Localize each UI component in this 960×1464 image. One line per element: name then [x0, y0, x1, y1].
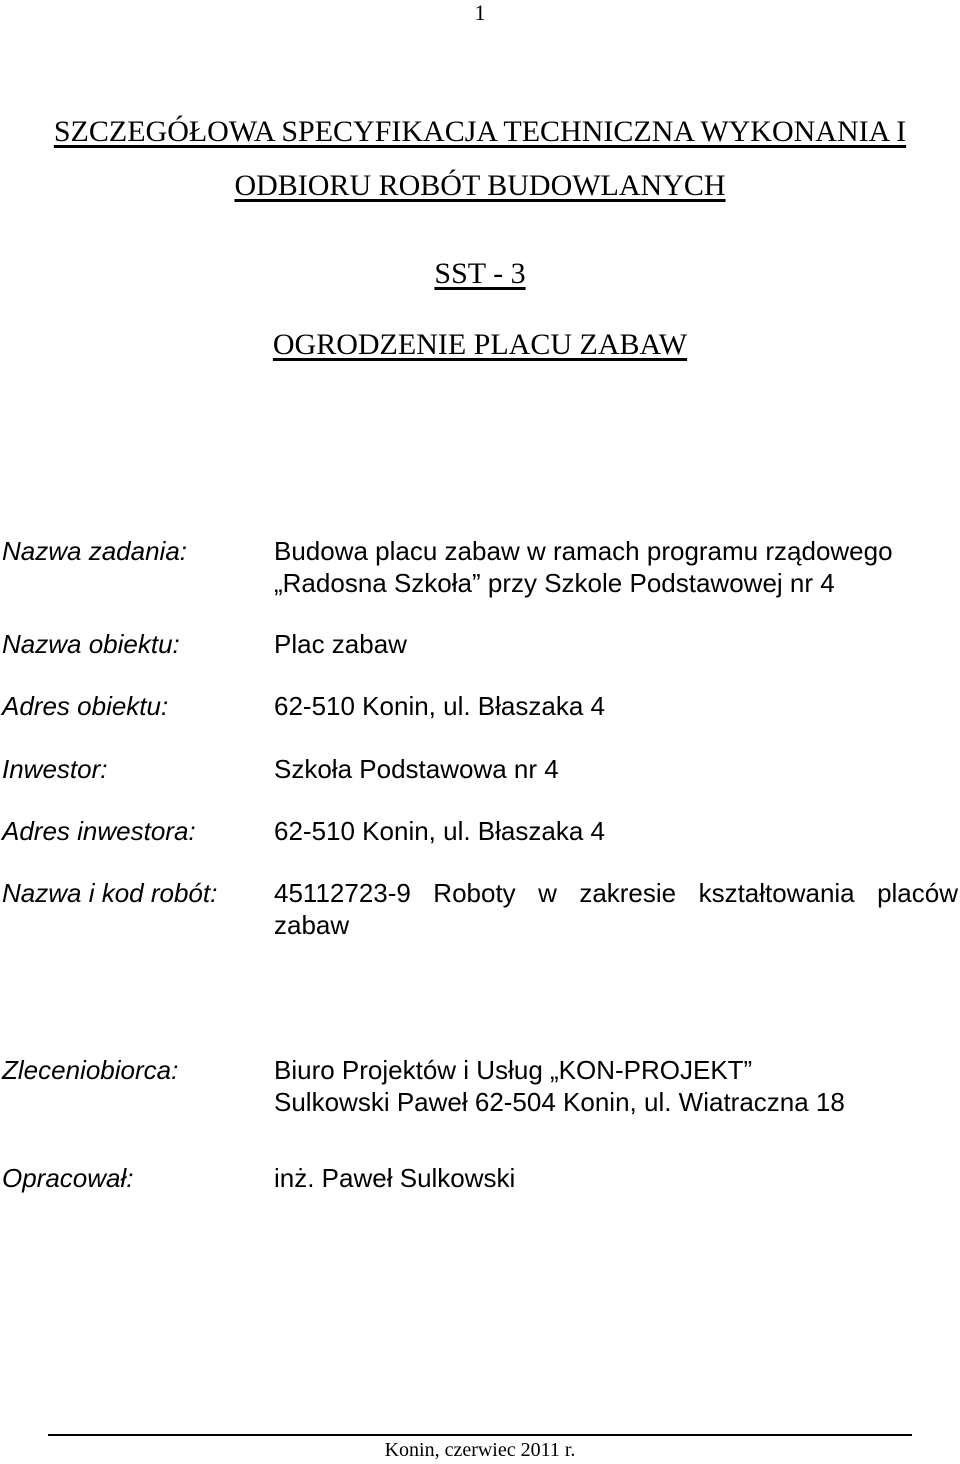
field-value-line-1: inż. Paweł Sulkowski	[274, 1163, 516, 1193]
field-value	[274, 1054, 958, 1118]
specification-code-text: SST - 3	[434, 257, 526, 290]
field-label: Adres inwestora:	[2, 816, 196, 846]
field-label: Nazwa i kod robót:	[2, 878, 218, 908]
field-value-line-1: Budowa placu zabaw w ramach programu rządowego	[274, 536, 893, 566]
field-label: Zleceniobiorca:	[2, 1055, 179, 1085]
field-value	[274, 1162, 958, 1194]
footer-divider	[48, 1434, 912, 1436]
field-value-word: kształtowania	[698, 878, 855, 908]
field-value-line-1: 62-510 Konin, ul. Błaszaka 4	[274, 816, 605, 846]
specification-code	[0, 257, 960, 291]
page-number: 1	[474, 0, 486, 25]
field-value	[274, 535, 958, 599]
document-title-line-2-text: ODBIORU ROBÓT BUDOWLANYCH	[234, 169, 726, 202]
field-value	[274, 628, 958, 660]
field-label: Inwestor:	[2, 754, 108, 784]
document-title-line-1-text: SZCZEGÓŁOWA SPECYFIKACJA TECHNICZNA WYKONANIA I	[53, 115, 907, 148]
field-value-line-1: Szkoła Podstawowa nr 4	[274, 754, 559, 784]
field-value	[274, 877, 958, 941]
field-label: Nazwa zadania:	[2, 536, 187, 566]
field-value-line-1: 62-510 Konin, ul. Błaszaka 4	[274, 691, 605, 721]
field-label: Opracował:	[2, 1163, 134, 1193]
field-value	[274, 753, 958, 785]
field-value-line-1: Biuro Projektów i Usług „KON-PROJEKT”	[274, 1055, 753, 1085]
specification-subject	[0, 328, 960, 362]
field-value-line-2: „Radosna Szkoła” przy Szkole Podstawowej nr 4	[274, 568, 835, 598]
field-value-line-2: Sulkowski Paweł 62-504 Konin, ul. Wiatraczna 18	[274, 1087, 845, 1117]
field-value-word: Roboty	[433, 878, 516, 908]
field-value-word: 45112723-9	[274, 878, 411, 908]
field-value-word: zakresie	[579, 878, 677, 908]
document-title-line-2	[0, 169, 960, 203]
specification-subject-text: OGRODZENIE PLACU ZABAW	[272, 328, 688, 361]
document-title-line-1	[0, 115, 960, 149]
field-value-word: placów	[877, 878, 958, 908]
field-value	[274, 815, 958, 847]
field-label: Adres obiektu:	[2, 691, 169, 721]
field-value-line-1: Plac zabaw	[274, 629, 407, 659]
field-label: Nazwa obiektu:	[2, 629, 180, 659]
footer-place-date: Konin, czerwiec 2011 r.	[384, 1439, 576, 1461]
field-value-line-2: zabaw	[274, 910, 350, 940]
field-value-line-1	[274, 877, 958, 909]
field-value-word: w	[538, 878, 557, 908]
field-value	[274, 690, 958, 722]
